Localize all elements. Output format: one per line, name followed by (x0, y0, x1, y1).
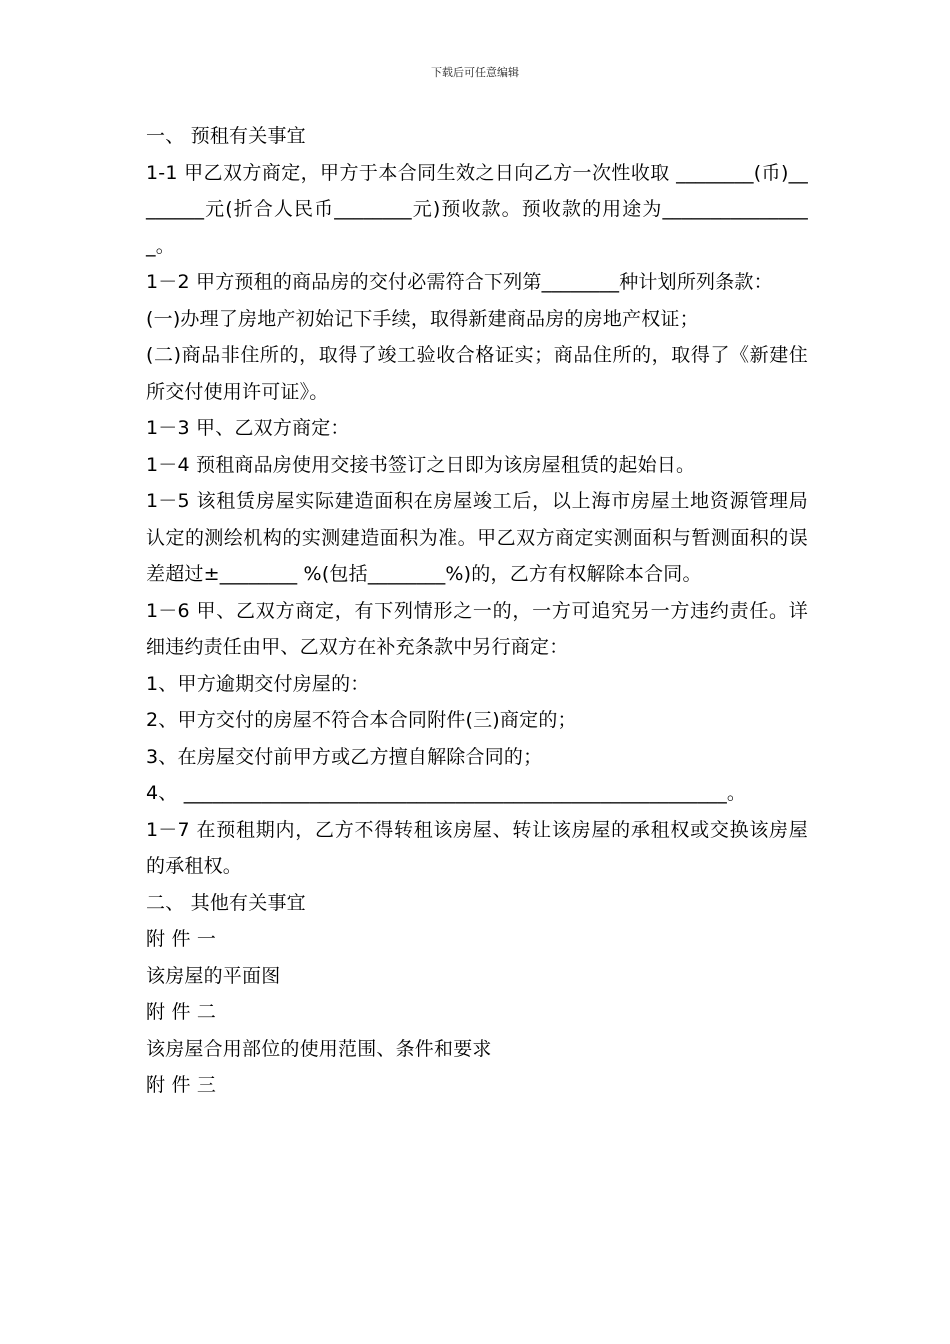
appendix-2-title: 附 件 二 (146, 1001, 217, 1023)
appendix-1-desc: 该房屋的平面图 (146, 964, 281, 987)
document-body (146, 118, 808, 1104)
list-item-3: 3、在房屋交付前甲方或乙方擅自解除合同的； (146, 745, 543, 768)
clause-1-7: 1－7 在预租期内，乙方不得转租该房屋、转让该房屋的承租权或交换该房屋的承租权。 (146, 818, 808, 877)
appendix-1-title: 附 件 一 (146, 928, 217, 950)
clause-1-1: 1-1 甲乙双方商定，甲方于本合同生效之日向乙方一次性收取 ________(币)________元(折合人民币________元)预收款。预收款的用途为________________。 (146, 161, 808, 257)
clause-1-5: 1－5 该租赁房屋实际建造面积在房屋竣工后，以上海市房屋土地资源管理局认定的测绘机构的实测建造面积为准。甲乙双方商定实测面积与暂测面积的误差超过±________ %(包括________%)的，乙方有权解除本合同。 (146, 490, 808, 585)
clause-item-2: (二)商品非住所的，取得了竣工验收合格证实；商品住所的，取得了《新建住所交付使用许可证》。 (146, 344, 808, 403)
list-item-1: 1、甲方逾期交付房屋的： (146, 672, 370, 695)
appendix-3-title: 附 件 三 (146, 1074, 217, 1096)
clause-1-3: 1－3 甲、乙双方商定： (146, 417, 350, 439)
clause-1-2: 1－2 甲方预租的商品房的交付必需符合下列第________种计划所列条款： (146, 271, 773, 293)
section-heading-1: 一、 预租有关事宜 (146, 125, 306, 147)
clause-1-4: 1－4 预租商品房使用交接书签订之日即为该房屋租赁的起始日。 (146, 453, 696, 476)
clause-1-6: 1－6 甲、乙双方商定，有下列情形之一的，一方可追究另一方违约责任。详细违约责任由甲、乙双方在补充条款中另行商定： (146, 599, 808, 658)
list-item-4: 4、 ________________________________________________________。 (146, 782, 747, 804)
list-item-2: 2、甲方交付的房屋不符合本合同附件(三)商定的； (146, 709, 577, 731)
section-heading-2: 二、 其他有关事宜 (146, 891, 306, 914)
clause-item-1: (一)办理了房地产初始记下手续，取得新建商品房的房地产权证； (146, 307, 699, 330)
appendix-2-desc: 该房屋合用部位的使用范围、条件和要求 (146, 1037, 492, 1060)
page-header-note: 下载后可任意编辑 (431, 66, 519, 79)
